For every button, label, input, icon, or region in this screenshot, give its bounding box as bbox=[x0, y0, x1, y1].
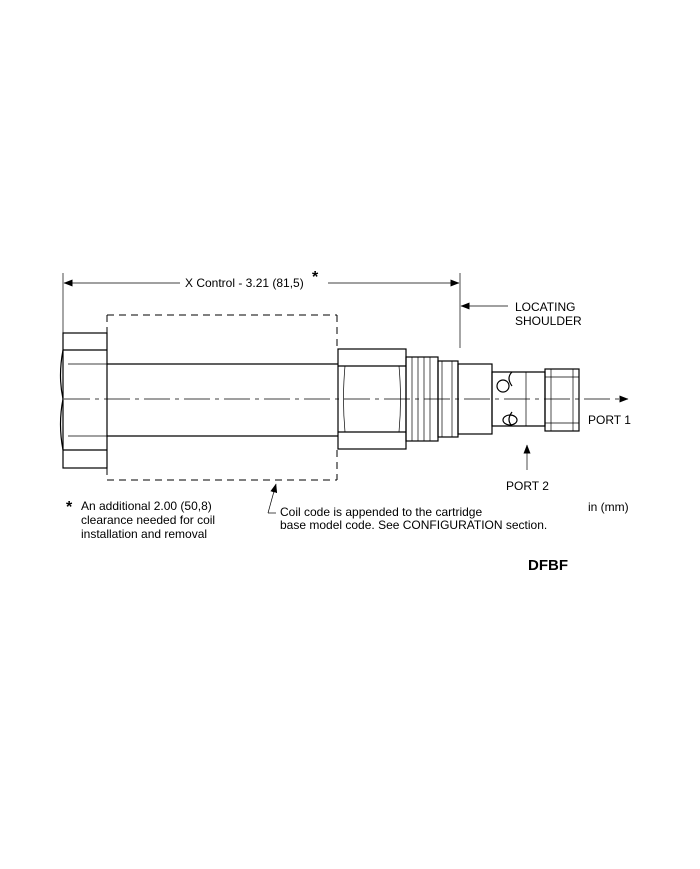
clearance-note-asterisk: * bbox=[66, 499, 73, 516]
locating-shoulder-label-line1: LOCATING bbox=[515, 300, 576, 314]
clearance-note-line3: installation and removal bbox=[81, 527, 208, 541]
port1-label: PORT 1 bbox=[588, 413, 631, 427]
nose-port1 bbox=[545, 369, 579, 431]
coil-code-note-line1: Coil code is appended to the cartridge bbox=[280, 505, 483, 519]
armature-tube bbox=[107, 364, 338, 436]
coil-code-leader bbox=[268, 484, 276, 513]
clearance-note-line1: An additional 2.00 (50,8) bbox=[81, 499, 212, 513]
model-code: DFBF bbox=[528, 557, 568, 574]
units-label: in (mm) bbox=[588, 500, 629, 514]
dimension-asterisk: * bbox=[312, 269, 319, 286]
locating-shoulder-label-line2: SHOULDER bbox=[515, 314, 582, 328]
dimension-label: X Control - 3.21 (81,5) bbox=[185, 276, 304, 290]
coil-outline-dashed bbox=[107, 315, 337, 480]
port2-label: PORT 2 bbox=[506, 479, 549, 493]
coil-nut bbox=[61, 333, 108, 468]
coil-code-note-line2: base model code. See CONFIGURATION section. bbox=[280, 518, 548, 532]
clearance-note-line2: clearance needed for coil bbox=[81, 513, 216, 527]
